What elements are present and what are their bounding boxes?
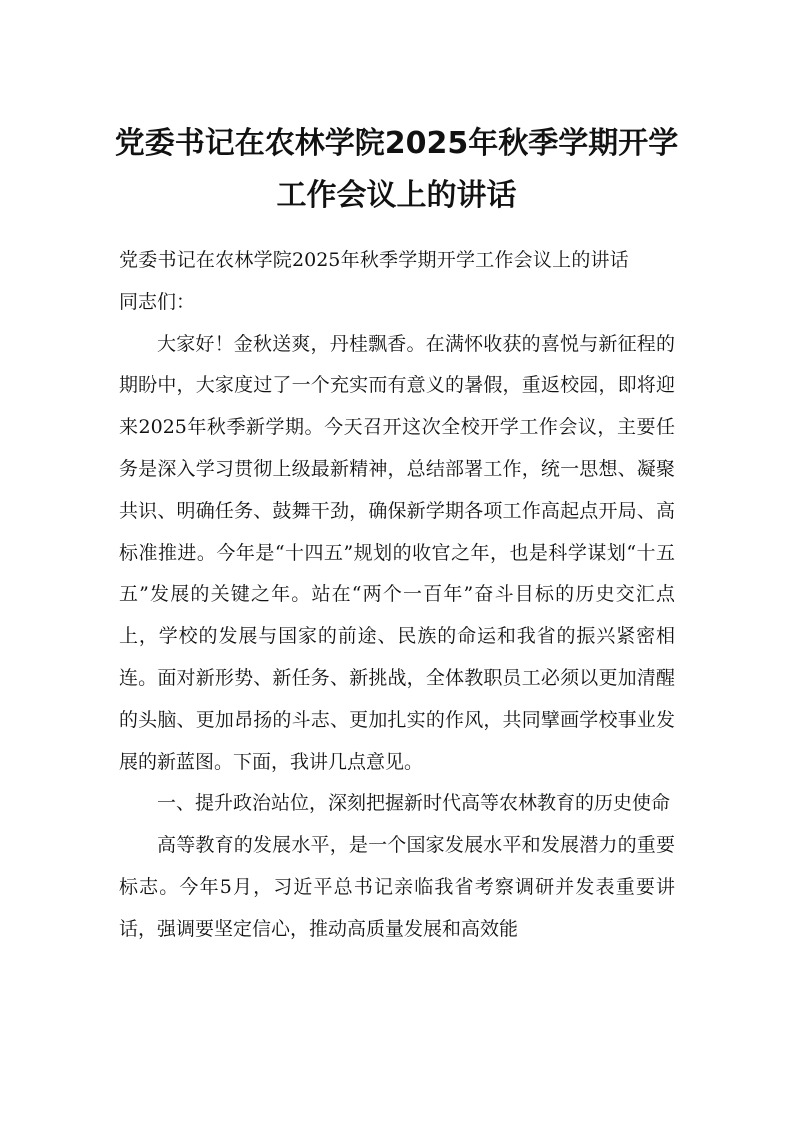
paragraph-section-1: 高等教育的发展水平，是一个国家发展水平和发展潜力的重要标志。今年5月，习近平总书记亲临我省考察调研并发表重要讲话，强调要坚定信心，推动高质量发展和高效能 <box>119 834 675 940</box>
intro-title: 党委书记在农林学院2025年秋季学期开学工作会议上的讲话 <box>119 249 629 271</box>
document-body <box>119 240 675 951</box>
title-line-2: 工作会议上的讲话 <box>276 178 517 213</box>
paragraph-opening: 大家好！金秋送爽，丹桂飘香。在满怀收获的喜悦与新征程的期盼中，大家度过了一个充实而有意义的暑假，重返校园，即将迎来2025年秋季新学期。今天召开这次全校开学工作会议，主要任务是深入学习贯彻上级最新精神，总结部署工作，统一思想、凝聚共识、明确任务、鼓舞干劲，确保新学期各项工作高起点开局、高标准推进。今年是“十四五”规划的收官之年，也是科学谋划“十五五”发展的关键之年。站在“两个一百年”奋斗目标的历史交汇点上，学校的发展与国家的前途、民族的命运和我省的振兴紧密相连。面对新形势、新任务、新挑战，全体教职员工必须以更加清醒的头脑、更加昂扬的斗志、更加扎实的作风，共同擘画学校事业发展的新蓝图。下面，我讲几点意见。 <box>119 332 675 773</box>
salutation: 同志们： <box>119 290 196 313</box>
intro-paragraph <box>119 240 675 324</box>
title-line-1: 党委书记在农林学院2025年秋季学期开学 <box>114 126 679 161</box>
section-heading-1: 一、提升政治站位，深刻把握新时代高等农林教育的历史使命 <box>157 792 671 815</box>
